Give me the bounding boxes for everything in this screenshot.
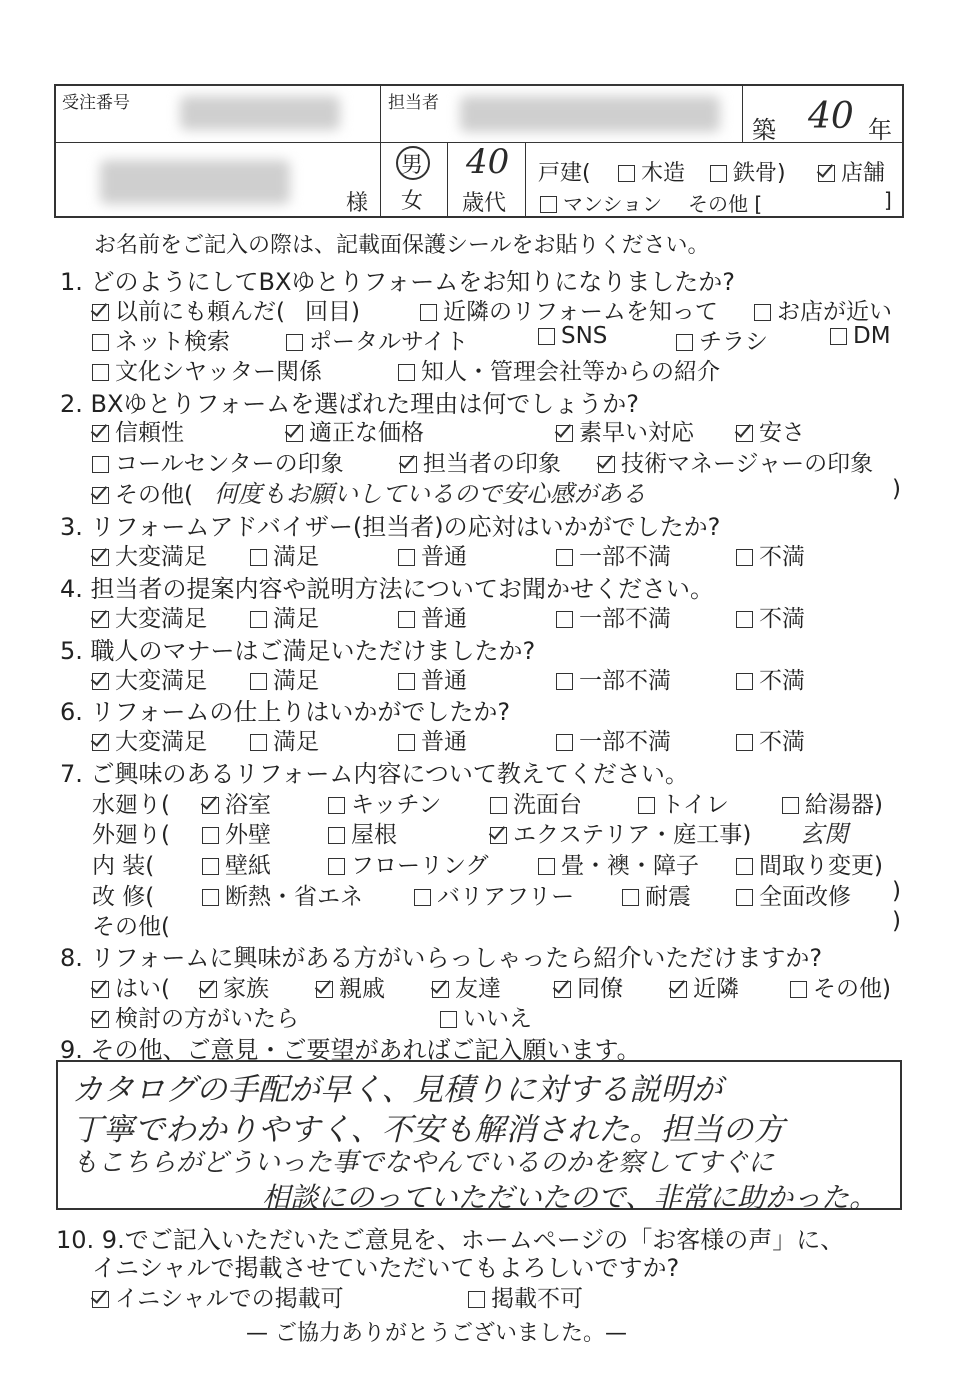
q7-interior-label: 内 装( — [92, 853, 155, 879]
customer-name-redacted — [100, 160, 290, 204]
q1-neighbor-checkbox[interactable] — [420, 304, 437, 321]
q10-ng-text: 掲載不可 — [491, 1286, 583, 1312]
q6-ok — [250, 723, 319, 756]
q2-tech-checkbox[interactable] — [598, 456, 615, 473]
q4-bad-text: 不満 — [759, 606, 805, 632]
q2-price-checkbox[interactable] — [286, 425, 303, 442]
q5-very-checkbox[interactable] — [92, 673, 109, 690]
q2-other-text: その他 — [115, 482, 184, 508]
q7-heater-checkbox[interactable] — [782, 797, 799, 814]
q7-heater-text: 給湯器 — [805, 792, 874, 818]
q7-exterior — [490, 816, 751, 849]
q3-ok-text: 満足 — [273, 544, 319, 570]
q7-layout-text: 間取り変更 — [759, 853, 874, 879]
q8-colleague — [554, 970, 623, 1003]
q6-very-checkbox[interactable] — [92, 734, 109, 751]
q6-bad — [736, 723, 805, 756]
q8-yes-checkbox[interactable] — [92, 981, 109, 998]
q7-quake-text: 耐震 — [645, 884, 691, 910]
q2-cheap-text: 安さ — [759, 420, 805, 446]
q8-other-text: その他) — [813, 976, 891, 1002]
q8-relatives-text: 親戚 — [339, 976, 385, 1002]
header-vline-2 — [742, 84, 743, 142]
q1-net-checkbox[interactable] — [92, 334, 109, 351]
q2-staff-checkbox[interactable] — [400, 456, 417, 473]
q1-neighbor-text: 近隣のリフォームを知って — [443, 299, 718, 325]
q4-ok-checkbox[interactable] — [250, 611, 267, 628]
q3-very-checkbox[interactable] — [92, 549, 109, 566]
q3-normal-text: 普通 — [421, 544, 467, 570]
q7-flooring-checkbox[interactable] — [328, 858, 345, 875]
q5-very — [92, 662, 207, 695]
q7-barrierfree-text: バリアフリー — [437, 884, 575, 910]
q6-partial-text: 一部不満 — [579, 729, 671, 755]
q1-flyer-checkbox[interactable] — [676, 334, 693, 351]
wood-text: 木造 — [641, 161, 686, 186]
q3-normal-checkbox[interactable] — [398, 549, 415, 566]
q8-colleague-text: 同僚 — [577, 976, 623, 1002]
q4-ok-text: 満足 — [273, 606, 319, 632]
mansion-text: マンション — [563, 192, 663, 216]
q2-trust-checkbox[interactable] — [92, 425, 109, 442]
q3-ok-checkbox[interactable] — [250, 549, 267, 566]
q9-comment-line-2: 丁寧でわかりやすく、不安も解消された。担当の方 — [72, 1112, 785, 1148]
q1-portal — [286, 323, 468, 356]
q7-exterior-text: エクステリア・庭工事 — [513, 822, 743, 848]
q7-quake-checkbox[interactable] — [622, 889, 639, 906]
q7-layout — [736, 847, 883, 880]
q1-previous-text: 以前にも頼んだ( — [115, 299, 285, 325]
q7-bath — [202, 786, 271, 819]
q7-washroom — [490, 786, 582, 819]
q2-callcenter-text: コールセンターの印象 — [115, 451, 344, 477]
q8-neighbor — [670, 970, 739, 1003]
q1-previous-count: 回目) — [304, 299, 360, 325]
q4-normal — [398, 600, 467, 633]
q1-portal-text: ポータルサイト — [309, 329, 469, 355]
q5-bad-checkbox[interactable] — [736, 673, 753, 690]
q7-water-label: 水廻り( — [92, 792, 170, 818]
q1-neighbor — [420, 293, 718, 326]
q8-friends-text: 友達 — [455, 976, 501, 1002]
q1-sns-text: SNS — [561, 323, 608, 349]
q5-normal-checkbox[interactable] — [398, 673, 415, 690]
q7-title: 7. ご興味のあるリフォーム内容について教えてください。 — [60, 760, 689, 788]
q5-bad — [736, 662, 805, 695]
q6-normal — [398, 723, 467, 756]
q2-other-close: ) — [892, 476, 901, 502]
q7-toilet-checkbox[interactable] — [638, 797, 655, 814]
q1-sns — [538, 323, 607, 349]
q1-referral — [398, 353, 720, 386]
q8-considering-checkbox[interactable] — [92, 1011, 109, 1028]
q6-partial — [556, 723, 671, 756]
q2-cheap-checkbox[interactable] — [736, 425, 753, 442]
q8-neighbor-checkbox[interactable] — [670, 981, 687, 998]
q7-wallpaper-text: 壁紙 — [225, 853, 271, 879]
order-no-label: 受注番号 — [62, 93, 130, 113]
q5-ok-text: 満足 — [273, 668, 319, 694]
q7-wall-text: 外壁 — [225, 822, 271, 848]
q7-bath-checkbox[interactable] — [202, 797, 219, 814]
q4-partial — [556, 600, 671, 633]
q1-title: 1. どのようにしてBXゆとりフォームをお知りになりましたか? — [60, 268, 735, 296]
q5-bad-text: 不満 — [759, 668, 805, 694]
q1-store-near-checkbox[interactable] — [754, 304, 771, 321]
q1-bunka-checkbox[interactable] — [92, 364, 109, 381]
q7-kitchen — [328, 786, 441, 819]
q1-flyer-text: チラシ — [699, 329, 768, 355]
q3-very-text: 大変満足 — [115, 544, 207, 570]
gender-male: 男 — [401, 153, 424, 178]
q8-colleague-checkbox[interactable] — [554, 981, 571, 998]
q7-roof-checkbox[interactable] — [328, 827, 345, 844]
house-bracket-close: ) — [777, 161, 786, 186]
build-label: 築 — [752, 116, 776, 144]
q3-title: 3. リフォームアドバイザー(担当者)の応対はいかがでしたか? — [60, 513, 721, 541]
store-checkbox[interactable] — [818, 165, 835, 182]
q5-partial-text: 一部不満 — [579, 668, 671, 694]
q7-full-checkbox[interactable] — [736, 889, 753, 906]
q1-previous-checkbox[interactable] — [92, 304, 109, 321]
q3-normal — [398, 538, 467, 571]
q7-wallpaper-checkbox[interactable] — [202, 858, 219, 875]
q8-considering-text: 検討の方がいたら — [115, 1006, 299, 1032]
q1-portal-checkbox[interactable] — [286, 334, 303, 351]
q1-referral-text: 知人・管理会社等からの紹介 — [421, 359, 720, 385]
q6-normal-checkbox[interactable] — [398, 734, 415, 751]
store-text: 店舗 — [841, 161, 886, 186]
q1-sns-checkbox[interactable] — [538, 328, 555, 345]
house-type-text: 戸建 — [538, 161, 583, 186]
q8-family-checkbox[interactable] — [200, 981, 217, 998]
header-vline-3 — [447, 142, 448, 218]
q7-full-text: 全面改修 — [759, 884, 851, 910]
wood-option — [618, 156, 685, 187]
q8-family-text: 家族 — [223, 976, 269, 1002]
q7-roof-text: 屋根 — [351, 822, 397, 848]
order-no-redacted — [180, 96, 340, 130]
q2-title: 2. BXゆとりフォームを選ばれた理由は何でしょうか? — [60, 390, 639, 418]
house-other-text: その他 — [688, 192, 748, 216]
q5-ok — [250, 662, 319, 695]
q5-ok-checkbox[interactable] — [250, 673, 267, 690]
q2-quick-text: 素早い対応 — [579, 420, 694, 446]
q4-partial-checkbox[interactable] — [556, 611, 573, 628]
q7-insulation-checkbox[interactable] — [202, 889, 219, 906]
q7-tatami-text: 畳・襖・障子 — [561, 853, 699, 879]
house-other-open: [ — [754, 192, 763, 216]
q2-trust-text: 信頼性 — [115, 420, 184, 446]
q7-layout-checkbox[interactable] — [736, 858, 753, 875]
q5-partial — [556, 662, 671, 695]
q4-ok — [250, 600, 319, 633]
q7-barrierfree — [414, 878, 574, 911]
q4-normal-checkbox[interactable] — [398, 611, 415, 628]
house-type-label — [538, 156, 591, 187]
q10-title-2: イニシャルで掲載させていただいてもよろしいですか? — [92, 1254, 680, 1282]
age-value: 40 — [466, 142, 510, 182]
q6-ok-text: 満足 — [273, 729, 319, 755]
q7-exterior-checkbox[interactable] — [490, 827, 507, 844]
q6-bad-checkbox[interactable] — [736, 734, 753, 751]
q8-neighbor-text: 近隣 — [693, 976, 739, 1002]
q7-flooring-text: フローリング — [351, 853, 489, 879]
q3-bad-text: 不満 — [759, 544, 805, 570]
q8-relatives — [316, 970, 385, 1003]
q7-tatami — [538, 847, 699, 880]
q1-store-near — [754, 293, 892, 326]
q10-ok — [92, 1280, 344, 1313]
q4-very — [92, 600, 207, 633]
q1-net — [92, 323, 230, 356]
q7-kitchen-text: キッチン — [351, 792, 442, 818]
store-option — [818, 156, 885, 187]
year-unit: 年 — [868, 116, 892, 144]
q8-no-text: いいえ — [463, 1006, 532, 1032]
q8-yes — [92, 970, 170, 1003]
q7-insulation-text: 断熱・省エネ — [225, 884, 363, 910]
q8-other — [790, 970, 891, 1003]
q7-quake — [622, 878, 691, 911]
q7-tatami-checkbox[interactable] — [538, 858, 555, 875]
sama-label: 様 — [346, 191, 369, 216]
q2-quick-checkbox[interactable] — [556, 425, 573, 442]
q8-relatives-checkbox[interactable] — [316, 981, 333, 998]
q6-ok-checkbox[interactable] — [250, 734, 267, 751]
mansion-checkbox[interactable] — [540, 196, 557, 213]
q7-roof — [328, 816, 397, 849]
q6-very-text: 大変満足 — [115, 729, 207, 755]
q9-comment-line-4: 相談にのっていただいたので、非常に助かった。 — [262, 1181, 878, 1214]
q2-staff-text: 担当者の印象 — [423, 451, 561, 477]
q2-tech-text: 技術マネージャーの印象 — [621, 451, 874, 477]
q1-flyer — [676, 323, 768, 356]
staff-name-redacted — [460, 96, 720, 132]
q7-toilet-text: トイレ — [661, 792, 729, 818]
steel-option — [710, 156, 786, 187]
house-other-close: ] — [884, 188, 892, 212]
q1-referral-checkbox[interactable] — [398, 364, 415, 381]
q3-bad — [736, 538, 805, 571]
q2-other: その他( — [92, 476, 193, 509]
q5-partial-checkbox[interactable] — [556, 673, 573, 690]
q3-partial — [556, 538, 671, 571]
q2-trust — [92, 414, 184, 447]
q7-toilet — [638, 786, 729, 819]
q8-family — [200, 970, 269, 1003]
q8-other-checkbox[interactable] — [790, 981, 807, 998]
q4-bad-checkbox[interactable] — [736, 611, 753, 628]
q2-other-checkbox[interactable] — [92, 487, 109, 504]
q7-insulation — [202, 878, 363, 911]
q1-net-text: ネット検索 — [115, 329, 230, 355]
q1-dm — [830, 323, 891, 349]
q10-ok-checkbox[interactable] — [92, 1291, 109, 1308]
q3-bad-checkbox[interactable] — [736, 549, 753, 566]
mansion-option — [540, 188, 662, 217]
q8-considering — [92, 1000, 299, 1033]
q7-other-close: ) — [892, 908, 901, 934]
house-bracket: ( — [582, 161, 591, 186]
q7-exterior-note: 玄関 — [800, 820, 848, 848]
steel-checkbox[interactable] — [710, 165, 727, 182]
q7-flooring — [328, 847, 489, 880]
q2-callcenter-checkbox[interactable] — [92, 456, 109, 473]
q6-partial-checkbox[interactable] — [556, 734, 573, 751]
q7-kitchen-checkbox[interactable] — [328, 797, 345, 814]
q8-no-checkbox[interactable] — [440, 1011, 457, 1028]
q6-normal-text: 普通 — [421, 729, 467, 755]
q7-barrierfree-checkbox[interactable] — [414, 889, 431, 906]
q3-partial-checkbox[interactable] — [556, 549, 573, 566]
steel-text: 鉄骨 — [733, 161, 778, 186]
q3-partial-text: 一部不満 — [579, 544, 671, 570]
q6-very — [92, 723, 207, 756]
q2-price-text: 適正な価格 — [309, 420, 424, 446]
q8-friends-checkbox[interactable] — [432, 981, 449, 998]
q4-very-checkbox[interactable] — [92, 611, 109, 628]
q7-renovation-close: ) — [892, 878, 901, 904]
q9-comment-line-3: もこちらがどういった事でなやんでいるのかを察してすぐに — [72, 1148, 775, 1178]
q4-partial-text: 一部不満 — [579, 606, 671, 632]
q4-normal-text: 普通 — [421, 606, 467, 632]
q4-title: 4. 担当者の提案内容や説明方法についてお聞かせください。 — [60, 575, 715, 603]
q9-comment-line-1: カタログの手配が早く、見積りに対する説明が — [72, 1072, 723, 1108]
q10-ok-text: イニシャルでの掲載可 — [115, 1286, 344, 1312]
footer-thanks: — ご協力ありがとうございました。— — [246, 1321, 627, 1346]
q1-bunka — [92, 353, 322, 386]
wood-checkbox[interactable] — [618, 165, 635, 182]
q7-washroom-checkbox[interactable] — [490, 797, 507, 814]
q9-title: 9. その他、ご意見・ご要望があればご記入願います。 — [60, 1036, 641, 1064]
q4-bad — [736, 600, 805, 633]
q1-previous — [92, 293, 360, 326]
q7-bath-text: 浴室 — [225, 792, 271, 818]
q2-other-handwriting: 何度もお願いしているので安心感がある — [214, 480, 646, 508]
q8-no — [440, 1000, 532, 1033]
q7-outer-label: 外廻り( — [92, 822, 170, 848]
staff-label: 担当者 — [388, 93, 439, 113]
q4-very-text: 大変満足 — [115, 606, 207, 632]
q8-title: 8. リフォームに興味がある方がいらっしゃったら紹介いただけますか? — [60, 944, 823, 972]
notice-text: お名前をご記入の際は、記載面保護シールをお貼りください。 — [94, 233, 710, 258]
q1-dm-text: DM — [853, 323, 891, 349]
q7-wall — [202, 816, 271, 849]
q1-dm-checkbox[interactable] — [830, 328, 847, 345]
q5-normal-text: 普通 — [421, 668, 467, 694]
q5-very-text: 大変満足 — [115, 668, 207, 694]
q8-yes-text: はい( — [115, 976, 170, 1002]
q2-price — [286, 414, 424, 447]
house-other-option — [688, 188, 762, 217]
q3-ok — [250, 538, 319, 571]
build-years: 40 — [808, 96, 854, 137]
q8-friends — [432, 970, 501, 1003]
q3-very — [92, 538, 207, 571]
q6-title: 6. リフォームの仕上りはいかがでしたか? — [60, 698, 511, 726]
age-unit: 歳代 — [462, 191, 507, 216]
q5-title: 5. 職人のマナーはご満足いただけましたか? — [60, 637, 536, 665]
q10-ng — [468, 1280, 583, 1313]
q7-renovation-label: 改 修( — [92, 884, 155, 910]
q7-water-close: ) — [874, 792, 883, 818]
header-vline-1 — [380, 84, 381, 218]
q5-normal — [398, 662, 467, 695]
q10-title: 10. 9.でご記入いただいたご意見を、ホームページの「お客様の声」に、 — [56, 1226, 845, 1254]
q2-quick — [556, 414, 694, 447]
q7-full — [736, 878, 851, 911]
q7-other-label: その他( — [92, 914, 170, 940]
gender-female: 女 — [401, 189, 424, 214]
q7-wallpaper — [202, 847, 271, 880]
q7-outer-close: ) — [742, 822, 752, 848]
q7-wall-checkbox[interactable] — [202, 827, 219, 844]
q1-bunka-text: 文化シヤッター関係 — [115, 359, 322, 385]
header-vline-4 — [525, 142, 526, 218]
q6-bad-text: 不満 — [759, 729, 805, 755]
q7-washroom-text: 洗面台 — [513, 792, 582, 818]
q1-store-near-text: お店が近い — [777, 299, 892, 325]
q10-ng-checkbox[interactable] — [468, 1291, 485, 1308]
q7-interior-close: ) — [874, 853, 883, 879]
q2-cheap — [736, 414, 805, 447]
